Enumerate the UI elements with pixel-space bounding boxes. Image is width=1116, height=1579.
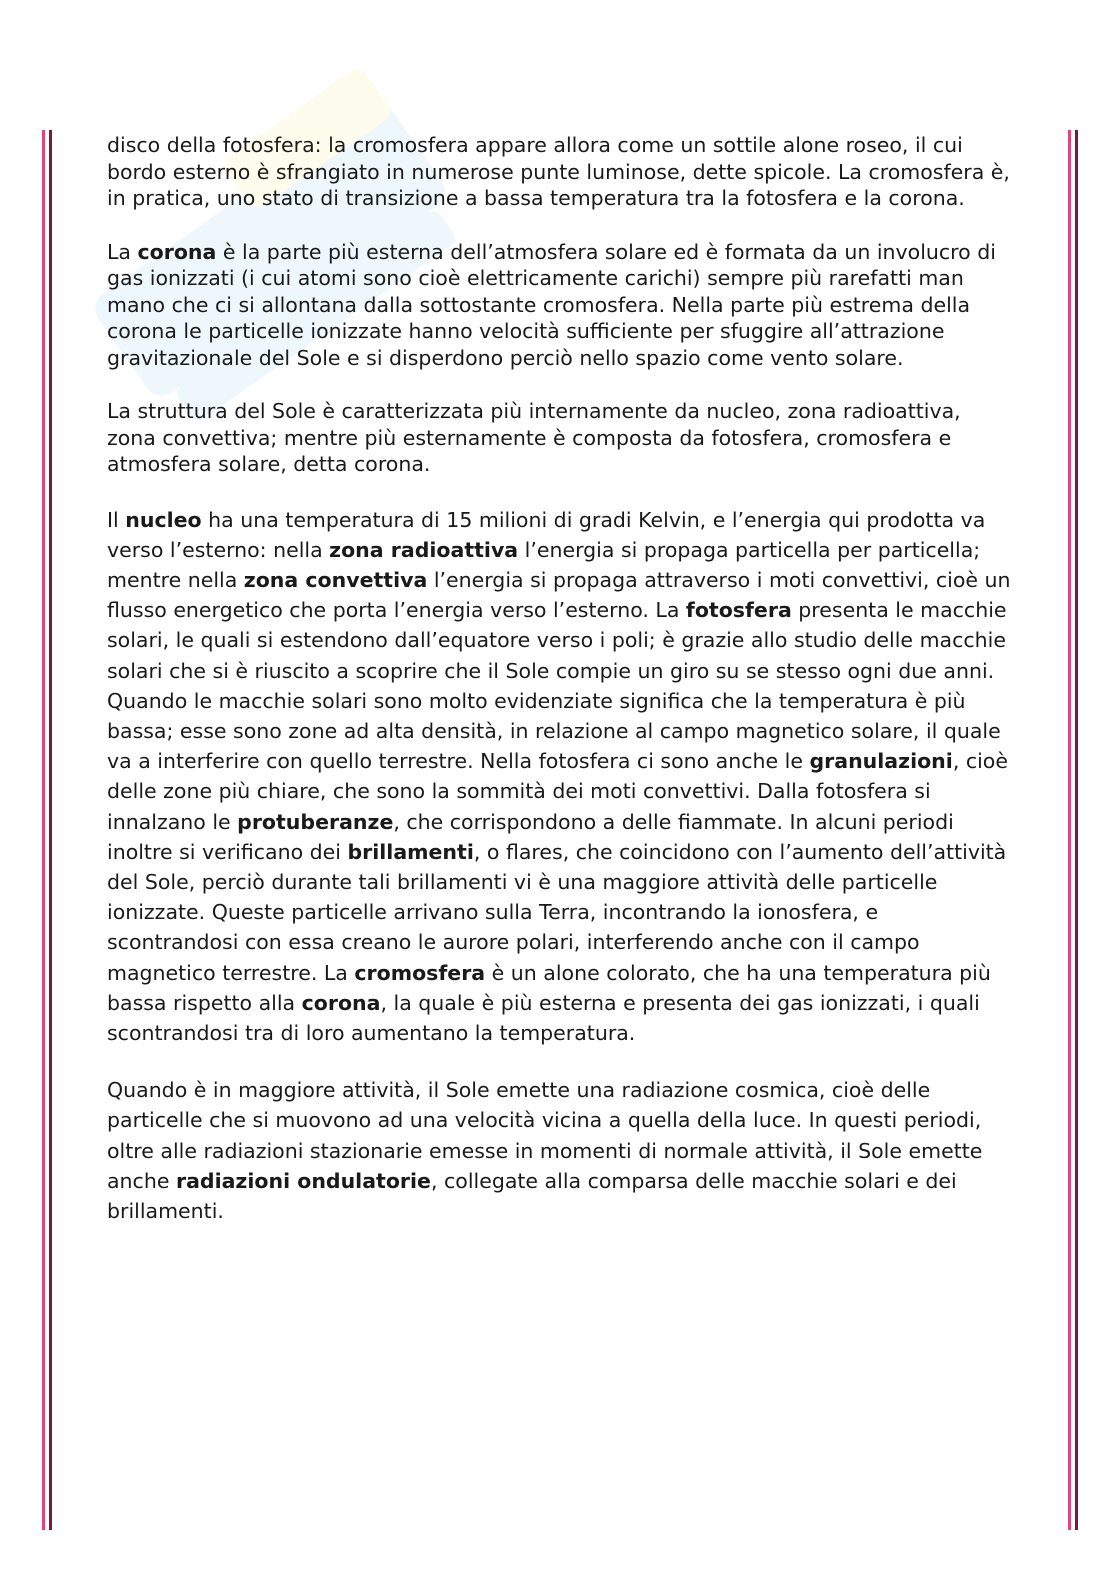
bold-term: radiazioni ondulatorie <box>175 1168 431 1193</box>
paragraph-radiazioni <box>107 1075 1012 1226</box>
text-segment: disco della fotosfera: la cromosfera appare allora come un sottile alone roseo, il cui bordo esterno è sfrangiato in numerose punte luminose, dette spicole. La cromosfera è, in pratica, uno stato di transizione a bassa temperatura tra la fotosfera e la corona. <box>107 133 1010 210</box>
bold-term: corona <box>137 239 217 264</box>
text-segment: , cioè delle zone più chiare, che sono la sommità dei moti convettivi. Dalla fotosfera si innalzano le <box>107 749 1008 834</box>
text-segment: , o flares, che coincidono con l’aumento dell’attività del Sole, perciò durante tali brillamenti vi è una maggiore attività delle particelle ionizzate. Queste particelle arrivano sulla Terra, incontrando la ionosfera, e scontrandosi con essa creano le aurore polari, interferendo anche con il campo magnetico terrestre. La <box>107 839 1007 985</box>
text-segment: , collegate alla comparsa delle macchie solari e dei brillamenti. <box>107 1168 957 1223</box>
text-segment: , che corrispondono a delle fiammate. In alcuni periodi inoltre si verificano dei <box>107 809 954 864</box>
paragraph-struttura <box>107 398 1012 478</box>
text-segment: presenta le macchie solari, le quali si estendono dall’equatore verso i poli; è grazie allo studio delle macchie solari che si è riuscito a scoprire che il Sole compie un giro su se stesso ogni due anni. Quando le macchie solari sono molto evidenziate significa che la temperatura è più bassa; esse sono zone ad alta densità, in relazione al campo magnetico solare, il quale va a interferire con quello terrestre. Nella fotosfera ci sono anche le <box>107 598 1007 774</box>
paragraph-nucleo <box>107 505 1012 1049</box>
bold-term: granulazioni <box>809 749 953 774</box>
text-segment: La <box>107 239 138 264</box>
left-border-line-dark <box>49 130 52 1530</box>
text-segment: è la parte più esterna dell’atmosfera solare ed è formata da un involucro di gas ionizzati (i cui atomi sono cioè elettricamente carichi) sempre più rarefatti man mano che ci si allontana dalla sottostante cromosfera. Nella parte più estrema della corona le particelle ionizzate hanno velocità sufficiente per sfuggire all’attrazione gravitazionale del Sole e si disperdono perciò nello spazio come vento solare. <box>107 239 996 370</box>
left-border-line-pink <box>42 130 45 1530</box>
paragraph-corona <box>107 239 1012 372</box>
right-border-line-dark <box>1075 130 1078 1530</box>
text-segment: , la quale è più esterna e presenta dei gas ionizzati, i quali scontrandosi tra di loro aumentano la temperatura. <box>107 990 980 1045</box>
bold-term: cromosfera <box>354 960 486 985</box>
bold-term: brillamenti <box>347 839 474 864</box>
bold-term: fotosfera <box>685 598 792 623</box>
text-segment: ha una temperatura di 15 milioni di gradi Kelvin, e l’energia qui prodotta va verso l’esterno: nella <box>107 507 986 562</box>
document-body <box>107 132 1012 1226</box>
right-border-line-pink <box>1068 130 1071 1530</box>
bold-term: protuberanze <box>237 809 394 834</box>
bold-term: corona <box>301 990 381 1015</box>
text-segment: l’energia si propaga attraverso i moti convettivi, cioè un flusso energetico che porta l’energia verso l’esterno. La <box>107 567 1011 623</box>
bold-term: nucleo <box>125 507 202 532</box>
text-segment: La struttura del Sole è caratterizzata più internamente da nucleo, zona radioattiva, zona convettiva; mentre più esternamente è composta da fotosfera, cromosfera e atmosfera solare, detta corona. <box>107 399 961 476</box>
text-segment: Quando è in maggiore attività, il Sole emette una radiazione cosmica, cioè delle particelle che si muovono ad una velocità vicina a quella della luce. In questi periodi, oltre alle radiazioni stazionarie emesse in momenti di normale attività, il Sole emette anche <box>107 1078 983 1193</box>
bold-term: zona convettiva <box>243 567 428 592</box>
bold-term: zona radioattiva <box>329 537 519 562</box>
text-segment: è un alone colorato, che ha una temperatura più bassa rispetto alla <box>107 960 991 1015</box>
text-segment: l’energia si propaga particella per particella; mentre nella <box>107 537 981 592</box>
paragraph-cromosfera <box>107 132 1012 212</box>
text-segment: Il <box>107 507 126 532</box>
